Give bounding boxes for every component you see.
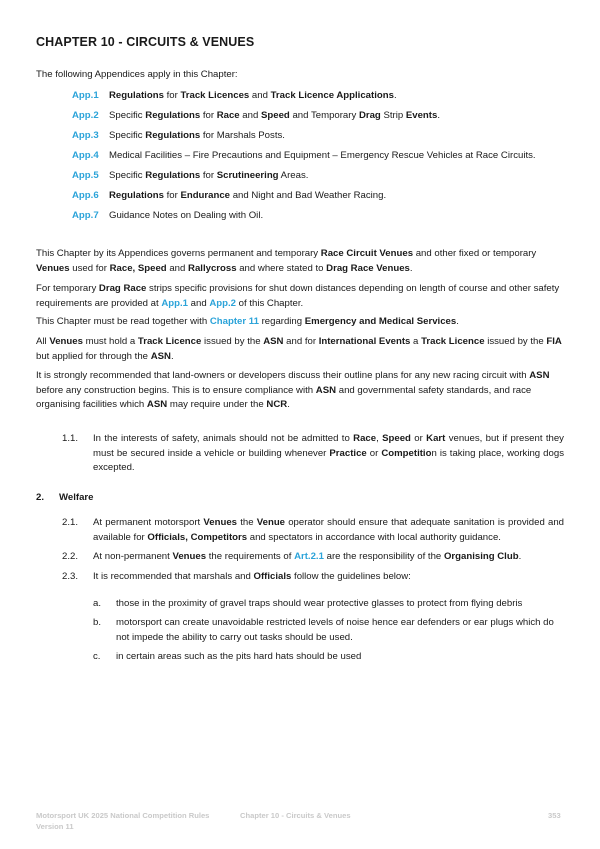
clause-2-1 [62,516,564,546]
section-heading-welfare [36,492,93,503]
defined-term: Regulations [109,190,164,201]
cross-reference-link[interactable]: App.1 [161,297,188,309]
defined-term: FIA [546,336,562,347]
section-number: 2. [36,492,45,503]
defined-term: ASN [529,370,550,381]
defined-term: Scrutineering [216,170,279,181]
defined-term: Track Licences [180,90,250,101]
guideline-letter: a. [93,598,102,609]
body-paragraph: It is strongly recommended that land-owners or developers discuss their outline plans for any new racing circuit with ASN before any construction begins. This is to ensure compliance with ASN and governmental safety standards, and race organising facilities which ASN may require under the NCR. [36,370,550,410]
appendix-item [72,209,263,223]
defined-term: Competitio [381,447,432,459]
defined-term: Venues [49,336,83,347]
footer-book-title: Motorsport UK 2025 National Competition Rules [36,811,210,820]
guideline-item [93,650,565,665]
appendix-link[interactable]: App.1 [72,90,99,101]
defined-term: Drag Race Venues [326,262,410,274]
defined-term: Race [353,433,377,444]
appendix-link[interactable]: App.6 [72,190,99,201]
defined-term: Race [216,110,240,121]
defined-term: Rallycross [188,262,237,274]
appendix-link[interactable]: App.3 [72,130,99,141]
appendix-item [72,109,440,123]
clause-number: 1.1. [62,433,79,444]
defined-term: International Events [318,336,411,347]
body-paragraph: This Chapter by its Appendices governs permanent and temporary Race Circuit Venues and other fixed or temporary Venues used for Race, Speed and Rallycross and where stated to Drag Race Venues. [36,248,537,274]
defined-term: Race, Speed [109,262,167,274]
defined-term: Track Licence [137,336,202,347]
defined-term: Events [405,110,438,121]
appendix-text: Specific Regulations for Race and Speed and Temporary Drag Strip Events. [109,110,440,121]
appendix-link[interactable]: App.2 [72,110,99,121]
appendix-text: Regulations for Endurance and Night and Bad Weather Racing. [109,190,387,201]
defined-term: Speed [260,110,290,121]
body-paragraph: For temporary Drag Race strips specific provisions for shut down distances depending on length of course and other safety requirements are provided at App.1 and App.2 of this Chapter. [36,283,560,309]
defined-term: Officials, Competitors [147,531,248,543]
appendix-item [72,149,536,163]
clause-text: At non-permanent Venues the requirements of Art.2.1 are the responsibility of the Organising Club. [93,551,522,562]
cross-reference-link[interactable]: App.2 [209,297,236,309]
clause-text: In the interests of safety, animals should not be admitted to Race, Speed or Kart venues, but if present they must be secured inside a vehicle or building whenever Practice or Competition is taking place, working dogs excepted. [93,433,564,473]
clause-2-3 [62,570,564,585]
defined-term: Venues [172,551,207,562]
clause-1-1 [62,432,564,476]
section-title: Welfare [59,492,94,503]
defined-term: Regulations [145,110,201,121]
defined-term: Organising Club [443,551,519,562]
guideline-text: in certain areas such as the pits hard hats should be used [116,651,362,662]
clause-text: At permanent motorsport Venues the Venue operator should ensure that adequate sanitation is provided and available for Officials, Competitors and spectators in accordance with local authority guidance. [93,517,564,543]
defined-term: Track Licence [421,336,485,347]
appendix-text: Medical Facilities – Fire Precautions and Equipment – Emergency Rescue Vehicles at Race Circuits. [109,150,536,161]
guideline-item [93,616,565,646]
appendix-item [72,129,285,143]
defined-term: NCR [266,399,288,410]
defined-term: Venues [203,517,237,528]
clause-number: 2.3. [62,571,79,582]
footer-version: Version 11 [36,821,74,831]
cross-reference-link[interactable]: Art.2.1 [294,551,324,562]
defined-term: Venue [256,517,286,528]
appendix-link[interactable]: App.7 [72,210,99,221]
defined-term: Drag [358,110,381,121]
body-paragraph: All Venues must hold a Track Licence issued by the ASN and for International Events a Track Licence issued by the FIA but applied for through the ASN. [36,336,562,362]
defined-term: ASN [315,384,337,396]
clause-number: 2.2. [62,551,79,562]
appendix-text: Regulations for Track Licences and Track Licence Applications. [109,90,397,101]
cross-reference-link[interactable]: Chapter 11 [209,316,259,327]
appendix-link[interactable]: App.5 [72,170,99,181]
appendix-item [72,89,397,103]
defined-term: Regulations [145,130,201,141]
defined-term: Practice [329,447,367,459]
footer-book-info [36,811,209,832]
appendix-text: Specific Regulations for Scrutineering Areas. [109,170,309,181]
defined-term: Drag Race [98,283,147,294]
body-paragraph: This Chapter must be read together with Chapter 11 regarding Emergency and Medical Services. [36,316,459,327]
defined-term: Emergency and Medical Services [304,316,457,327]
defined-term: Regulations [109,90,164,101]
defined-term: Speed [382,433,411,444]
footer-page-number: 353 [548,811,561,820]
defined-term: ASN [150,350,171,362]
clause-text: It is recommended that marshals and Officials follow the guidelines below: [93,571,411,582]
appendix-text: Guidance Notes on Dealing with Oil. [109,210,264,221]
defined-term: Venues [36,262,70,274]
appendix-link[interactable]: App.4 [72,150,99,161]
chapter-title: CHAPTER 10 - CIRCUITS & VENUES [36,35,255,49]
appendix-item [72,189,386,203]
guideline-text: motorsport can create unavoidable restricted levels of noise hence ear defenders or ear plugs which do not impede the ability to carry out tasks should be used. [116,617,554,643]
defined-term: Officials [253,571,292,582]
defined-term: Kart [426,433,446,444]
defined-term: ASN [146,399,168,410]
defined-term: Regulations [145,170,201,181]
guideline-text: those in the proximity of gravel traps should wear protective glasses to protect from flying debris [116,598,523,609]
guideline-item [93,597,565,612]
guideline-letter: c. [93,651,101,662]
clause-number: 2.1. [62,517,79,528]
appendix-item [72,169,308,183]
footer-chapter: Chapter 10 - Circuits & Venues [240,811,351,820]
clause-2-2 [62,550,564,565]
appendix-text: Specific Regulations for Marshals Posts. [109,130,285,141]
defined-term: Endurance [180,190,231,201]
defined-term: Race Circuit Venues [320,248,414,259]
defined-term: ASN [263,336,284,347]
guideline-letter: b. [93,617,102,628]
appendices-intro: The following Appendices apply in this Chapter: [36,69,238,80]
defined-term: Track Licence Applications [270,90,394,101]
